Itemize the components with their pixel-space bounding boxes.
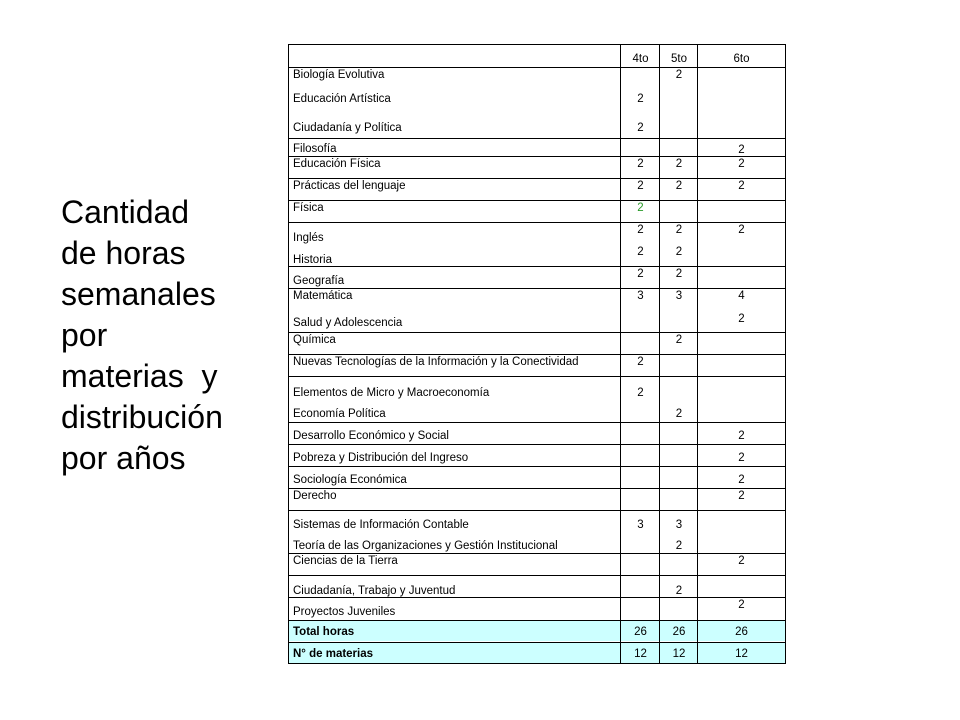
total-hours-row — [289, 620, 785, 641]
title-line: materias y — [61, 358, 218, 394]
hours-4to: 2 — [637, 122, 644, 134]
subject-name: Ciudadanía y Política — [293, 122, 402, 134]
subject-name: Ciencias de la Tierra — [293, 555, 398, 567]
hours-5to: 2 — [675, 334, 683, 346]
hours-6to: 2 — [738, 452, 745, 464]
table-row — [289, 553, 785, 575]
header-5to: 5to — [671, 53, 687, 65]
subject-name: Sociología Económica — [293, 474, 407, 486]
title-line: de horas — [61, 235, 186, 271]
table-row — [289, 266, 785, 288]
hours-6to: 2 — [738, 430, 745, 442]
table-row-group — [289, 222, 785, 266]
hours-6to: 2 — [738, 224, 745, 236]
table-row — [289, 575, 785, 597]
subject-name: Educación Física — [293, 158, 381, 170]
subject-name: Economía Política — [293, 408, 386, 420]
hours-4to: 2 — [637, 93, 644, 105]
hours-4to: 3 — [637, 519, 644, 531]
subject-name: Teoría de las Organizaciones y Gestión Institucional — [293, 540, 558, 552]
table-row — [289, 444, 785, 466]
column-divider — [697, 45, 698, 663]
table-row — [289, 597, 785, 619]
hours-6to: 2 — [738, 474, 745, 486]
hours-6to: 4 — [738, 290, 745, 302]
subject-name: Derecho — [293, 490, 337, 502]
title-line: semanales — [61, 276, 216, 312]
hours-4to: 2 — [637, 202, 644, 214]
subject-name: Matemática — [293, 290, 353, 302]
count-4to: 12 — [634, 648, 647, 660]
hours-5to: 2 — [675, 540, 683, 552]
table-row — [289, 354, 785, 376]
table-row — [289, 488, 785, 510]
subject-name: Nuevas Tecnologías de la Información y la Conectividad — [293, 356, 579, 368]
title-line: distribución — [61, 399, 223, 435]
hours-6to: 2 — [738, 180, 745, 192]
table-row-group — [289, 67, 785, 145]
hours-6to: 2 — [738, 490, 745, 502]
subject-name: Inglés — [293, 232, 324, 244]
subject-name: Química — [293, 334, 336, 346]
subject-name: Prácticas del lenguaje — [293, 180, 406, 192]
hours-5to: 3 — [675, 519, 683, 531]
hours-5to: 2 — [675, 180, 683, 192]
total-6to: 26 — [735, 626, 748, 638]
column-divider — [620, 45, 621, 663]
hours-4to: 2 — [637, 268, 644, 280]
table-row — [289, 178, 785, 200]
subject-name: Elementos de Micro y Macroeconomía — [293, 387, 490, 399]
hours-6to: 2 — [738, 144, 745, 156]
hours-5to: 2 — [675, 246, 683, 258]
subject-name: Geografía — [293, 275, 345, 287]
subject-name: Ciudadanía, Trabajo y Juventud — [293, 585, 456, 597]
subject-name: Desarrollo Económico y Social — [293, 430, 449, 442]
subject-name: Física — [293, 202, 324, 214]
subject-name: Proyectos Juveniles — [293, 606, 396, 618]
hours-table — [288, 44, 786, 664]
subject-name: Biología Evolutiva — [293, 69, 385, 81]
table-header-row — [289, 45, 785, 67]
hours-4to: 2 — [637, 356, 644, 368]
count-5to: 12 — [672, 648, 686, 660]
hours-5to: 2 — [675, 158, 683, 170]
table-row — [289, 466, 785, 488]
subject-count-row — [289, 642, 785, 663]
subject-name: Historia — [293, 254, 332, 266]
hours-4to: 2 — [637, 246, 644, 258]
column-divider — [659, 45, 660, 663]
subject-name: Filosofía — [293, 143, 337, 155]
title-line: por años — [61, 440, 186, 476]
total-hours-label: Total horas — [293, 626, 355, 638]
table-row — [289, 156, 785, 178]
table-row-group — [289, 288, 785, 332]
count-6to: 12 — [735, 648, 748, 660]
hours-5to: 2 — [675, 224, 683, 236]
table-row-group — [289, 510, 785, 554]
hours-5to: 2 — [675, 268, 683, 280]
subject-name: Educación Artística — [293, 93, 391, 105]
hours-6to: 2 — [738, 313, 745, 325]
hours-5to: 2 — [675, 69, 683, 81]
slide-title — [61, 192, 261, 479]
table-row — [289, 332, 785, 354]
hours-5to: 2 — [675, 408, 683, 420]
hours-5to: 3 — [675, 290, 683, 302]
hours-6to: 2 — [738, 158, 745, 170]
subject-count-label: N° de materias — [293, 648, 374, 660]
total-5to: 26 — [672, 626, 686, 638]
header-4to: 4to — [632, 53, 649, 65]
header-6to: 6to — [733, 53, 750, 65]
hours-4to: 2 — [637, 158, 644, 170]
table-row — [289, 200, 785, 222]
hours-5to: 2 — [675, 585, 683, 597]
title-line: Cantidad — [61, 194, 190, 230]
hours-6to: 2 — [738, 555, 745, 567]
hours-4to: 3 — [637, 290, 644, 302]
hours-4to: 2 — [637, 180, 644, 192]
title-line: por — [61, 317, 108, 353]
subject-name: Pobreza y Distribución del Ingreso — [293, 452, 469, 464]
subject-name: Sistemas de Información Contable — [293, 519, 469, 531]
hours-6to: 2 — [738, 599, 745, 611]
subject-name: Salud y Adolescencia — [293, 317, 403, 329]
total-4to: 26 — [634, 626, 647, 638]
hours-4to: 2 — [637, 387, 644, 399]
table-row — [289, 422, 785, 444]
hours-4to: 2 — [637, 224, 644, 236]
